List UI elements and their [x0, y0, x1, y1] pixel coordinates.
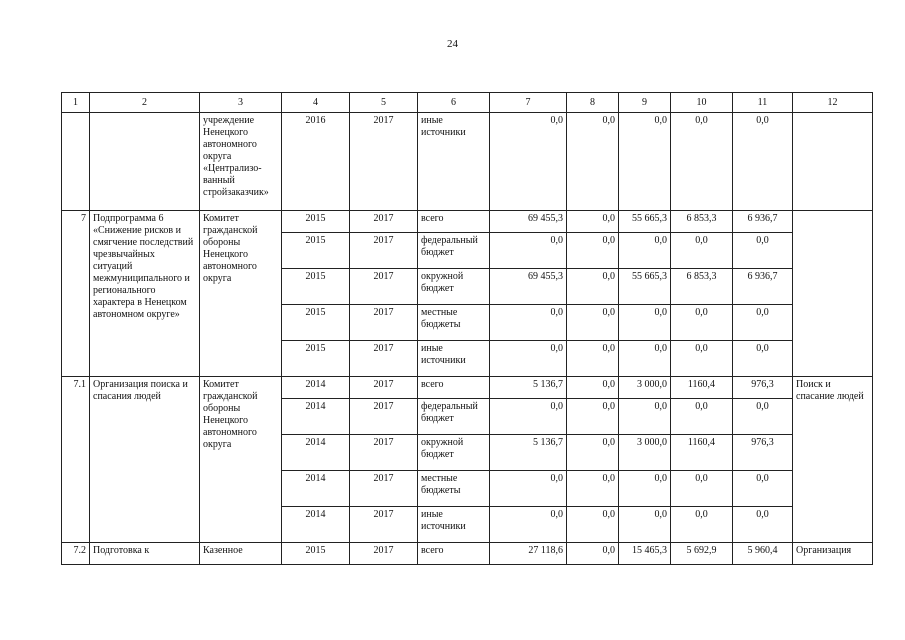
cell-end-year: 2017: [350, 507, 418, 543]
cell-name: Подготовка к: [90, 543, 200, 565]
cell-col11: 6 936,7: [733, 269, 793, 305]
cell-col11: 0,0: [733, 113, 793, 211]
cell-col10: 6 853,3: [671, 269, 733, 305]
cell-col8: 0,0: [567, 399, 619, 435]
cell-total: 0,0: [490, 399, 567, 435]
column-number: 3: [200, 93, 282, 113]
cell-col10: 5 692,9: [671, 543, 733, 565]
cell-source: иные источники: [418, 113, 490, 211]
cell-start-year: 2015: [282, 233, 350, 269]
cell-start-year: 2014: [282, 377, 350, 399]
table-row-continuation: [62, 113, 873, 211]
cell-total: 0,0: [490, 305, 567, 341]
column-number: 4: [282, 93, 350, 113]
cell-total: 0,0: [490, 233, 567, 269]
cell-col9: 0,0: [619, 233, 671, 269]
column-number-header-row: [62, 93, 873, 113]
column-number: 12: [793, 93, 873, 113]
cell-start-year: 2016: [282, 113, 350, 211]
cell-col10: 6 853,3: [671, 211, 733, 233]
cell-total: 0,0: [490, 507, 567, 543]
table-row: [62, 377, 873, 399]
column-number: 11: [733, 93, 793, 113]
cell-source: местные бюджеты: [418, 471, 490, 507]
cell-start-year: 2014: [282, 471, 350, 507]
cell-total: 69 455,3: [490, 269, 567, 305]
cell-result: [793, 113, 873, 211]
cell-executor: Казенное: [200, 543, 282, 565]
cell-col9: 0,0: [619, 507, 671, 543]
cell-col10: 0,0: [671, 233, 733, 269]
cell-source: всего: [418, 377, 490, 399]
cell-source: окружной бюджет: [418, 269, 490, 305]
cell-col9: 0,0: [619, 399, 671, 435]
cell-source: всего: [418, 543, 490, 565]
cell-total: 5 136,7: [490, 435, 567, 471]
cell-col9: 0,0: [619, 471, 671, 507]
cell-name: [90, 113, 200, 211]
cell-col11: 6 936,7: [733, 211, 793, 233]
cell-col8: 0,0: [567, 341, 619, 377]
cell-col10: 0,0: [671, 341, 733, 377]
cell-result: Организация: [793, 543, 873, 565]
cell-col8: 0,0: [567, 233, 619, 269]
cell-total: 5 136,7: [490, 377, 567, 399]
cell-result: [793, 211, 873, 377]
cell-col10: 0,0: [671, 113, 733, 211]
cell-source: иные источники: [418, 341, 490, 377]
cell-col9: 0,0: [619, 305, 671, 341]
cell-col8: 0,0: [567, 377, 619, 399]
cell-col9: 3 000,0: [619, 377, 671, 399]
cell-source: местные бюджеты: [418, 305, 490, 341]
cell-start-year: 2014: [282, 507, 350, 543]
cell-source: всего: [418, 211, 490, 233]
cell-col11: 0,0: [733, 471, 793, 507]
column-number: 9: [619, 93, 671, 113]
cell-col8: 0,0: [567, 113, 619, 211]
cell-end-year: 2017: [350, 435, 418, 471]
cell-source: окружной бюджет: [418, 435, 490, 471]
column-number: 8: [567, 93, 619, 113]
cell-col10: 0,0: [671, 507, 733, 543]
cell-col8: 0,0: [567, 543, 619, 565]
cell-col8: 0,0: [567, 471, 619, 507]
cell-end-year: 2017: [350, 211, 418, 233]
cell-col8: 0,0: [567, 305, 619, 341]
cell-col9: 0,0: [619, 341, 671, 377]
cell-total: 0,0: [490, 471, 567, 507]
cell-col11: 0,0: [733, 305, 793, 341]
cell-start-year: 2015: [282, 305, 350, 341]
cell-executor: Комитет гражданской обороны Ненецкого автономного округа: [200, 377, 282, 543]
cell-col9: 3 000,0: [619, 435, 671, 471]
cell-start-year: 2015: [282, 543, 350, 565]
cell-col10: 1160,4: [671, 435, 733, 471]
cell-total: 0,0: [490, 113, 567, 211]
cell-end-year: 2017: [350, 377, 418, 399]
cell-end-year: 2017: [350, 269, 418, 305]
cell-col9: 15 465,3: [619, 543, 671, 565]
budget-table: [61, 92, 873, 565]
column-number: 5: [350, 93, 418, 113]
cell-total: 27 118,6: [490, 543, 567, 565]
cell-col10: 0,0: [671, 305, 733, 341]
cell-name: Подпрограмма 6 «Снижение рисков и смягчение последствий чрезвычайных ситуаций межмуниципального и регионального характера в Ненецком автономном округе»: [90, 211, 200, 377]
cell-col10: 0,0: [671, 399, 733, 435]
cell-num: [62, 113, 90, 211]
cell-num: 7.1: [62, 377, 90, 543]
cell-start-year: 2015: [282, 211, 350, 233]
cell-source: федеральный бюджет: [418, 399, 490, 435]
cell-start-year: 2015: [282, 269, 350, 305]
cell-start-year: 2015: [282, 341, 350, 377]
column-number: 10: [671, 93, 733, 113]
cell-end-year: 2017: [350, 341, 418, 377]
column-number: 7: [490, 93, 567, 113]
cell-col11: 0,0: [733, 399, 793, 435]
cell-end-year: 2017: [350, 233, 418, 269]
cell-result: Поиск и спасание людей: [793, 377, 873, 543]
cell-col11: 0,0: [733, 507, 793, 543]
column-number: 1: [62, 93, 90, 113]
cell-num: 7.2: [62, 543, 90, 565]
cell-col11: 5 960,4: [733, 543, 793, 565]
column-number: 6: [418, 93, 490, 113]
cell-num: 7: [62, 211, 90, 377]
cell-col8: 0,0: [567, 435, 619, 471]
cell-col9: 0,0: [619, 113, 671, 211]
cell-col8: 0,0: [567, 507, 619, 543]
column-number: 2: [90, 93, 200, 113]
cell-start-year: 2014: [282, 399, 350, 435]
cell-col10: 0,0: [671, 471, 733, 507]
cell-end-year: 2017: [350, 471, 418, 507]
cell-end-year: 2017: [350, 399, 418, 435]
cell-end-year: 2017: [350, 113, 418, 211]
cell-total: 0,0: [490, 341, 567, 377]
cell-col8: 0,0: [567, 269, 619, 305]
cell-col9: 55 665,3: [619, 211, 671, 233]
cell-col10: 1160,4: [671, 377, 733, 399]
cell-end-year: 2017: [350, 305, 418, 341]
cell-total: 69 455,3: [490, 211, 567, 233]
cell-col11: 0,0: [733, 233, 793, 269]
cell-start-year: 2014: [282, 435, 350, 471]
cell-col9: 55 665,3: [619, 269, 671, 305]
cell-col8: 0,0: [567, 211, 619, 233]
cell-col11: 976,3: [733, 377, 793, 399]
cell-executor: учреждение Ненецкого автономного округа «Централизо-ванный стройзаказчик»: [200, 113, 282, 211]
page-number: 24: [447, 38, 458, 50]
cell-executor: Комитет гражданской обороны Ненецкого автономного округа: [200, 211, 282, 377]
cell-source: федеральный бюджет: [418, 233, 490, 269]
table-row: [62, 543, 873, 565]
cell-name: Организация поиска и спасания людей: [90, 377, 200, 543]
table-row: [62, 211, 873, 233]
cell-col11: 0,0: [733, 341, 793, 377]
cell-col11: 976,3: [733, 435, 793, 471]
cell-source: иные источники: [418, 507, 490, 543]
cell-end-year: 2017: [350, 543, 418, 565]
